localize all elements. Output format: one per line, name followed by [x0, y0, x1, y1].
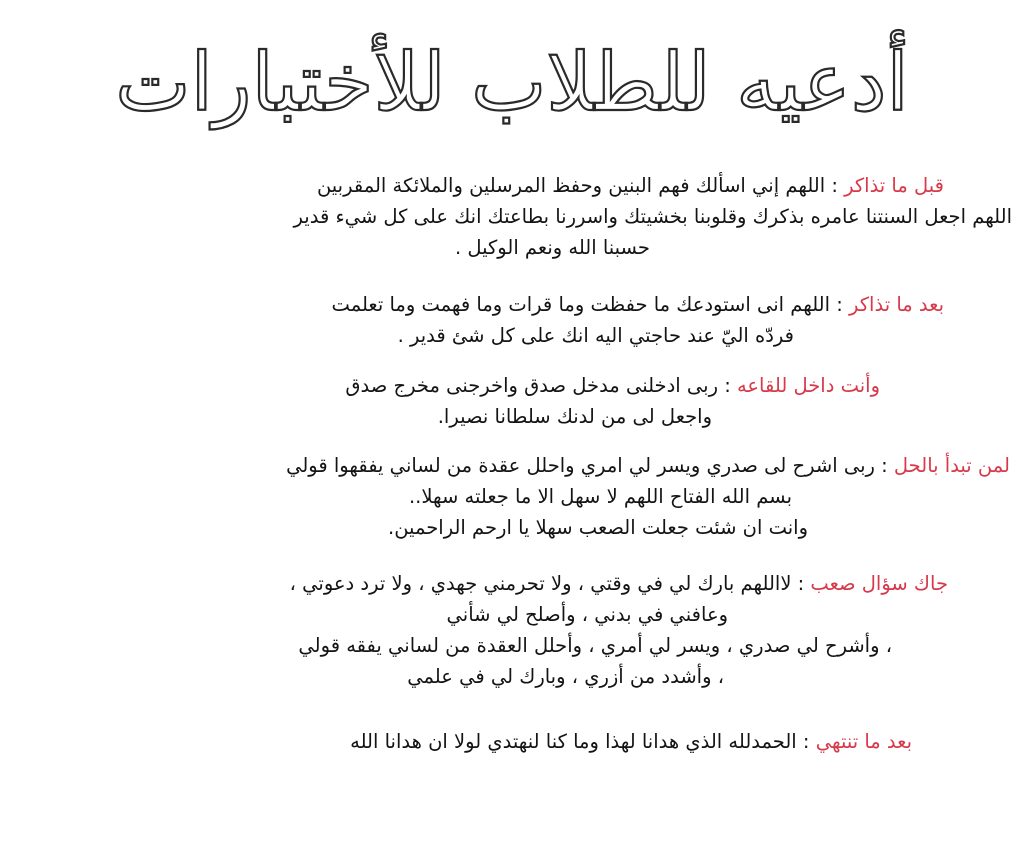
section-text: لااللهم بارك لي في وقتي ، ولا تحرمني جهدي ، ولا ترد دعوتي ، [289, 572, 792, 595]
section-text: واجعل لى من لدنك سلطانا نصيرا. [437, 405, 712, 428]
separator: : [791, 572, 811, 595]
section-label: لمن تبدأ بالحل [893, 454, 1010, 477]
section-hard-question [0, 568, 1024, 692]
separator: : [825, 174, 845, 197]
section-text: فردّه اليّ عند حاجتي اليه انك على كل شئ قدير . [397, 324, 794, 347]
section-before-studying [0, 170, 1024, 263]
section-entering-hall [0, 370, 1024, 432]
section-after-studying [0, 289, 1024, 351]
section-label: بعد ما تذاكر [849, 293, 944, 316]
line [0, 568, 1024, 599]
line [0, 630, 1024, 661]
line [0, 232, 1024, 263]
section-text: وانت ان شئت جعلت الصعب سهلا يا ارحم الراحمين. [388, 516, 808, 539]
line [0, 201, 1024, 232]
line [0, 289, 1024, 320]
line [0, 170, 1024, 201]
separator: : [874, 454, 894, 477]
line [0, 370, 1024, 401]
separator: : [718, 374, 737, 397]
line [0, 661, 1024, 692]
separator: : [796, 730, 816, 753]
separator: : [830, 293, 850, 316]
line [0, 320, 1024, 351]
section-text: الحمدلله الذي هدانا لهذا وما كنا لنهتدي لولا ان هدانا الله [350, 730, 797, 753]
line [0, 512, 1024, 543]
page-title: أدعيه للطلاب للأختبارات [115, 36, 909, 129]
line [0, 481, 1024, 512]
section-label: بعد ما تنتهي [815, 730, 912, 753]
section-text: اللهم إني اسألك فهم البنين وحفظ المرسلين والملائكة المقربين [316, 174, 826, 197]
section-label: وأنت داخل للقاعه [736, 374, 880, 397]
section-label: جاك سؤال صعب [810, 572, 948, 595]
section-text: ربى ادخلنى مدخل صدق واخرجنى مخرج صدق [345, 374, 718, 397]
line [0, 599, 1024, 630]
section-text: ربى اشرح لى صدري ويسر لي امري واحلل عقدة من لساني يفقهوا قولي [286, 454, 875, 477]
section-text: اللهم انى استودعك ما حفظت وما قرات وما فهمت وما تعلمت [331, 293, 831, 316]
section-after-finishing [0, 726, 1024, 757]
section-label: قبل ما تذاكر [844, 174, 944, 197]
section-text: وعافني في بدني ، وأصلح لي شأني [446, 603, 728, 626]
section-text: اللهم اجعل السنتنا عامره بذكرك وقلوبنا بخشيتك واسررنا بطاعتك انك على كل شيء قدير [293, 205, 1012, 228]
section-text: ، وأشرح لي صدري ، ويسر لي أمري ، وأحلل العقدة من لساني يفقه قولي [298, 634, 892, 657]
section-text: بسم الله الفتاح اللهم لا سهل الا ما جعلته سهلا.. [408, 485, 792, 508]
line [0, 726, 1024, 757]
section-text: حسبنا الله ونعم الوكيل . [454, 236, 650, 259]
line [0, 401, 1024, 432]
section-starting-answer [0, 450, 1024, 543]
section-text: ، وأشدد من أزري ، وبارك لي في علمي [407, 665, 724, 688]
line [0, 450, 1024, 481]
